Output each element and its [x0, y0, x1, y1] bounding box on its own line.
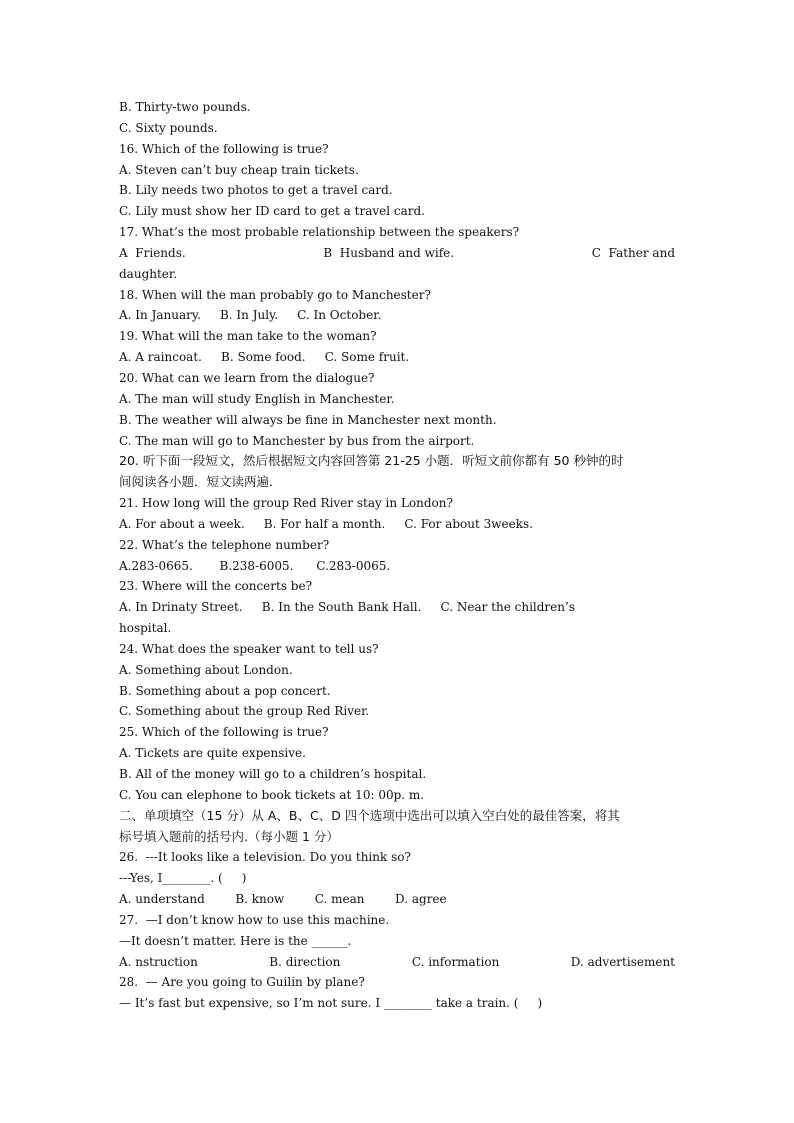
- text-line: B. Lily needs two photos to get a travel card.: [119, 183, 393, 198]
- question-20: 20. What can we learn from the dialogue?: [119, 370, 375, 385]
- question-17-options: [119, 243, 675, 264]
- question-27: 27. —I don’t know how to use this machine.: [119, 912, 390, 927]
- text-line: A. Tickets are quite expensive.: [119, 746, 306, 761]
- section-heading: 标号填入题前的括号内.（每小题 1 分）: [119, 828, 339, 844]
- text-line: B. All of the money will go to a children’s hospital.: [119, 767, 427, 781]
- option-c: C Father and: [591, 245, 675, 260]
- option-a: A. nstruction: [119, 954, 198, 969]
- question-27-options: [119, 952, 675, 973]
- section-heading: 二、单项填空（15 分）从 A、B、C、D 四个选项中选出可以填入空白处的最佳答案，将其: [119, 807, 620, 823]
- option-b: B. direction: [269, 954, 341, 969]
- exam-text: [119, 97, 675, 1014]
- text-line: ---Yes, I________. ( ): [119, 871, 247, 886]
- text-line: A. A raincoat. B. Some food. C. Some fruit.: [119, 350, 410, 365]
- text-line: A.283-0665. B.238-6005. C.283-0065.: [119, 558, 391, 573]
- text-line: —It doesn’t matter. Here is the ______.: [119, 933, 352, 948]
- text-line: — It’s fast but expensive, so I’m not sure. I ________ take a train. ( ): [119, 996, 543, 1011]
- text-line: daughter.: [119, 266, 178, 281]
- text-line: A. For about a week. B. For half a month. C. For about 3weeks.: [119, 516, 533, 531]
- question-28: 28. — Are you going to Guilin by plane?: [119, 975, 365, 990]
- question-22: 22. What’s the telephone number?: [119, 537, 330, 552]
- text-line: A. Steven can’t buy cheap train tickets.: [119, 162, 359, 177]
- question-19: 19. What will the man take to the woman?: [119, 329, 377, 344]
- text-line: A. Something about London.: [119, 662, 293, 677]
- question-21: 21. How long will the group Red River stay in London?: [119, 496, 453, 511]
- text-line: B. Something about a pop concert.: [119, 683, 331, 698]
- text-line: A. understand B. know C. mean D. agree: [119, 892, 447, 907]
- option-a: A Friends.: [119, 245, 186, 260]
- question-23: 23. Where will the concerts be?: [119, 579, 313, 594]
- option-c: C. information: [411, 954, 500, 969]
- text-line: hospital.: [119, 621, 172, 636]
- text-line: C. You can elephone to book tickets at 10: 00p. m.: [119, 787, 425, 802]
- question-18: 18. When will the man probably go to Manchester?: [119, 287, 431, 302]
- option-b: B Husband and wife.: [323, 245, 455, 260]
- text-line: C. Lily must show her ID card to get a travel card.: [119, 204, 425, 219]
- question-16: 16. Which of the following is true?: [119, 141, 329, 156]
- text-line: B. Thirty-two pounds.: [119, 100, 251, 114]
- text-line: A. The man will study English in Manchester.: [119, 391, 395, 406]
- option-d: D. advertisement: [570, 954, 675, 969]
- text-line: C. The man will go to Manchester by bus from the airport.: [119, 433, 475, 448]
- question-17: 17. What’s the most probable relationship between the speakers?: [119, 225, 520, 240]
- question-25: 25. Which of the following is true?: [119, 725, 329, 740]
- text-line: B. The weather will always be fine in Manchester next month.: [119, 412, 497, 427]
- text-line: A. In January. B. In July. C. In October.: [119, 308, 382, 323]
- question-26: 26. ---It looks like a television. Do you think so?: [119, 850, 411, 865]
- text-line: C. Sixty pounds.: [119, 120, 218, 135]
- text-line: A. In Drinaty Street. B. In the South Bank Hall. C. Near the children’s: [119, 600, 575, 615]
- question-24: 24. What does the speaker want to tell us?: [119, 641, 379, 656]
- text-line: C. Something about the group Red River.: [119, 704, 370, 719]
- section-instruction: 20. 听下面一段短文，然后根据短文内容回答第 21-25 小题．听短文前你都有 50 秒钟的时: [119, 453, 624, 469]
- section-instruction: 间阅读各小题．短文读两遍．: [119, 474, 282, 490]
